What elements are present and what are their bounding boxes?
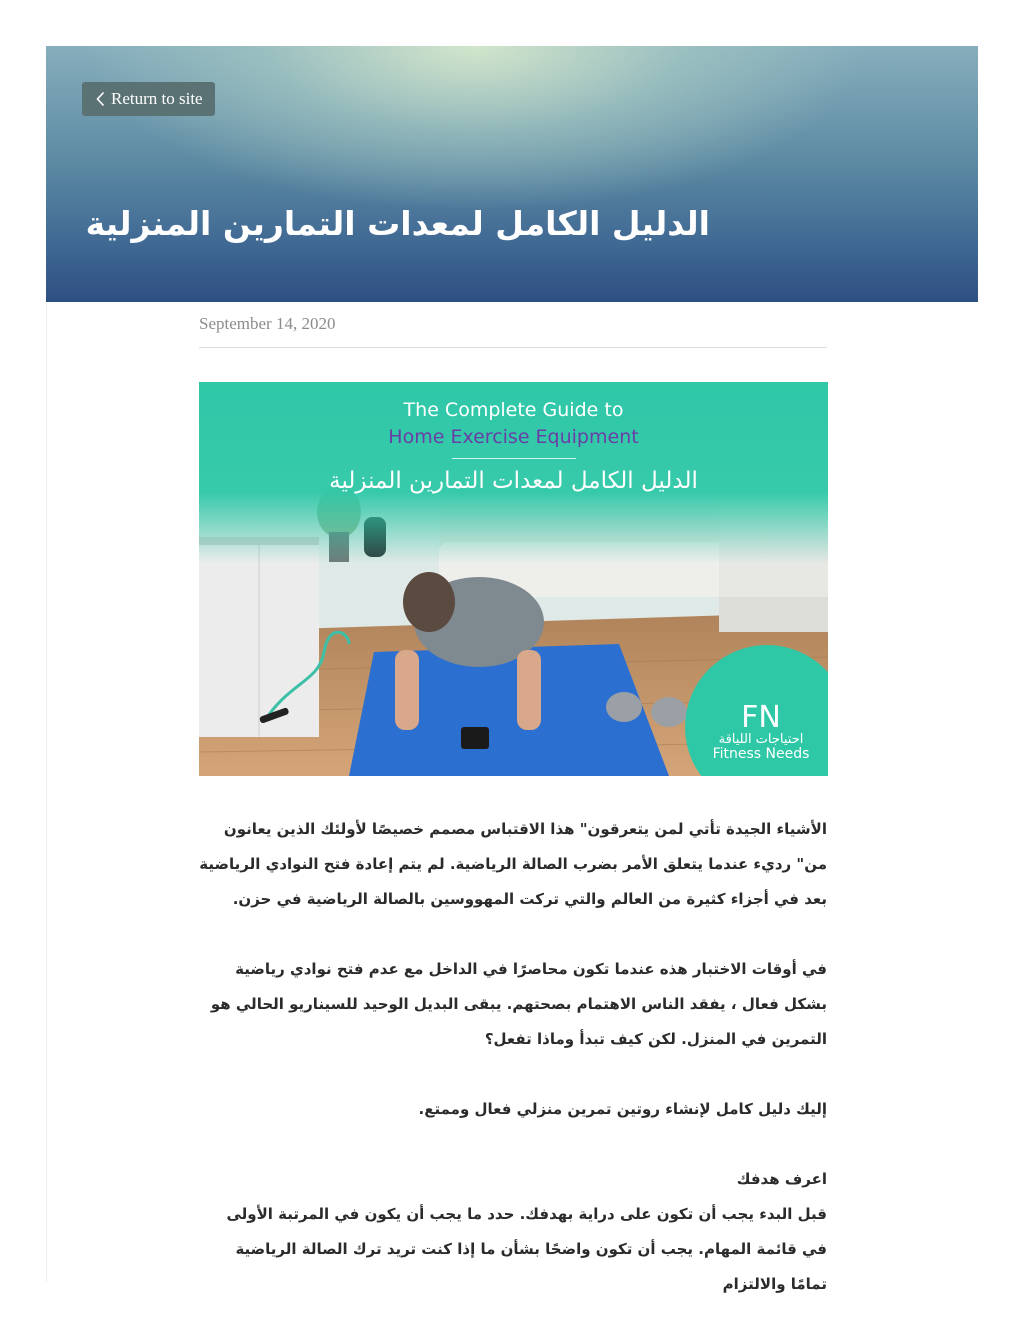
fn-logo-icon: FN [741, 700, 781, 735]
logo-text-english: Fitness Needs [712, 746, 810, 762]
banner-title-line2: Home Exercise Equipment [388, 426, 639, 448]
article-banner-image [199, 382, 828, 776]
article-paragraph: إليك دليل كامل لإنشاء روتين تمرين منزلي فعال وممتع. [418, 1100, 827, 1118]
article-paragraph: في أوقات الاختبار هذه عندما تكون محاصرًا في الداخل مع عدم فتح نوادي رياضية بشكل فعال ، يفقد الناس الاهتمام بصحتهم. يبقى البديل الوحيد للسيناريو الحالي هو التمرين في المنزل. لكن كيف تبدأ وماذا تفعل؟ [210, 960, 827, 1048]
divider [199, 347, 827, 348]
return-to-site-button[interactable] [82, 82, 215, 116]
banner-divider [452, 458, 576, 459]
page-title: الدليل الكامل لمعدات التمارين المنزلية [85, 204, 710, 243]
post-date: September 14, 2020 [199, 314, 336, 333]
logo-text-arabic: احتياجات اللياقة [718, 732, 804, 747]
banner-title-arabic: الدليل الكامل لمعدات التمارين المنزلية [329, 468, 698, 494]
header-hero [46, 46, 978, 302]
return-to-site-label: Return to site [111, 89, 203, 108]
article-body [199, 812, 827, 1337]
banner-title-line1: The Complete Guide to [403, 399, 624, 421]
chevron-left-icon [96, 91, 105, 107]
article-paragraph: الأشياء الجيدة تأتي لمن يتعرقون" هذا الاقتباس مصمم خصيصًا لأولئك الذين يعانون من" رديء عندما يتعلق الأمر بضرب الصالة الرياضية. لم يتم إعادة فتح النوادي الرياضية بعد في أجزاء كثيرة من العالم والتي تركت المهووسين بالصالة الرياضية في حزن. [199, 820, 827, 908]
section-heading: اعرف هدفك [736, 1170, 827, 1188]
article-paragraph: قبل البدء يجب أن تكون على دراية بهدفك. حدد ما يجب أن يكون في المرتبة الأولى في قائمة المهام. يجب أن تكون واضحًا بشأن ما إذا كنت تريد ترك الصالة الرياضية تمامًا والالتزام [226, 1205, 827, 1293]
page-edge [46, 302, 47, 1282]
